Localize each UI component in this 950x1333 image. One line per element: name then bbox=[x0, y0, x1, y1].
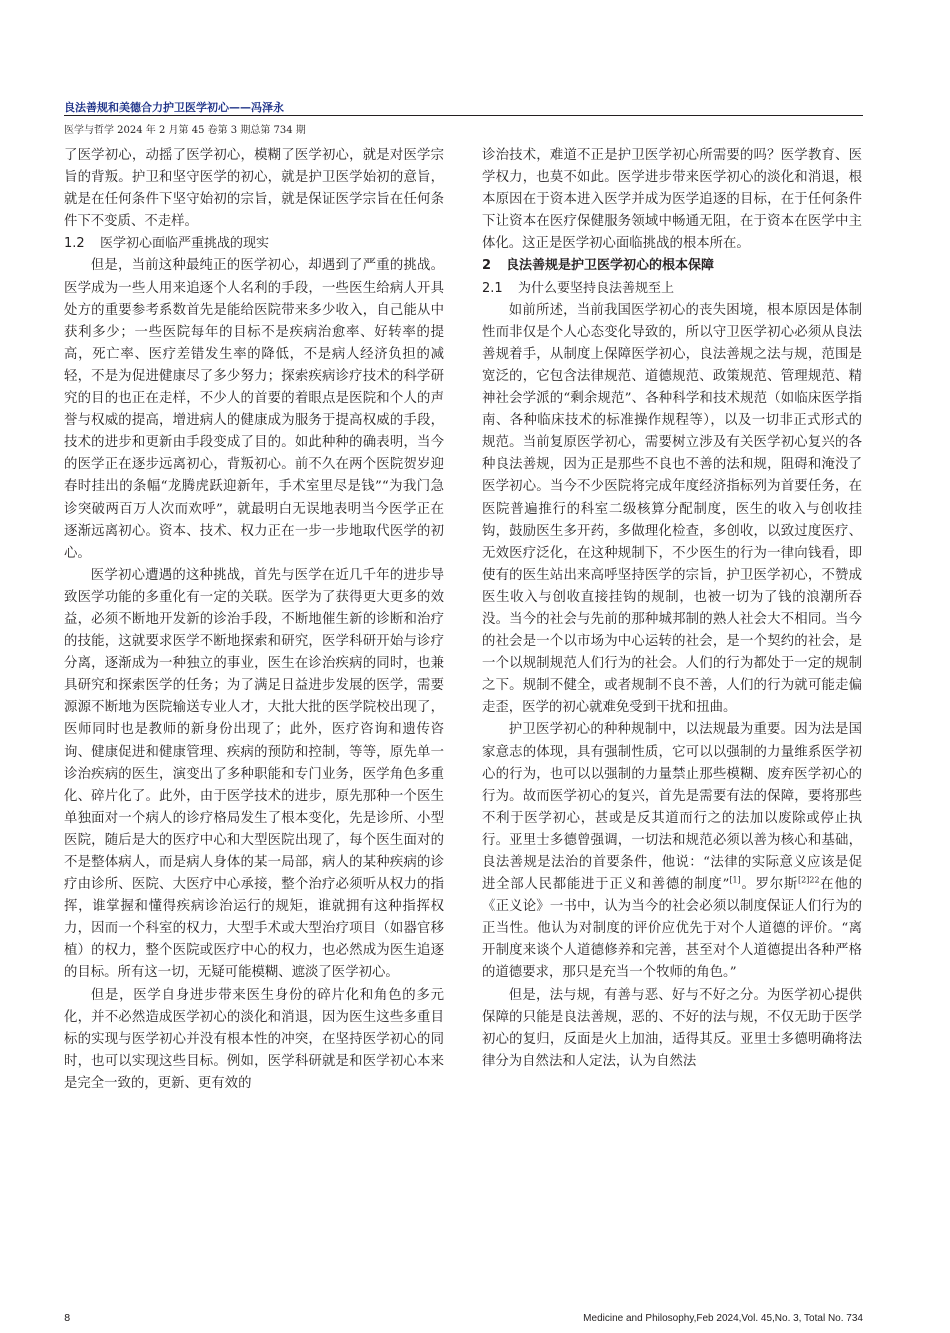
paragraph: 但是，法与规，有善与恶、好与不好之分。为医学初心提供保障的只能是良法善规，恶的、不好的法与规，不仅无助于医学初心的复归，反面是火上加油，适得其反。亚里士多德明确将法律分为自然法和人定法，认为自然法 bbox=[482, 987, 862, 1069]
header-divider bbox=[64, 115, 863, 116]
citation-ref-1[interactable]: [1] bbox=[729, 875, 741, 885]
paragraph: 如前所述，当前我国医学初心的丧失困境，根本原因是体制性而非仅是个人心态变化导致的，所以守卫医学初心必须从良法善规着手，从制度上保障医学初心，良法善规之法与规，范围是宽泛的，它包含法律规范、道德规范、政策规范、管理规范、精神社会学派的“剩余规范”、各种科学和技术规范（如临床医学指南、各种临床技术的标准操作规程等），以及一切非正式形式的规范。当前复原医学初心，需要树立涉及有关医学初心复兴的各种良法善规，因为正是那些不良也不善的法和规，阻碍和淹没了医学初心。当今不少医院将完成年度经济指标列为首要任务，在医院普遍推行的科室二级核算分配制度，医生的收入与创收挂钩，鼓励医生多开药，多做理化检查，多创收，以致过度医疗、无效医疗泛化，在这种规制下，不少医生的行为一律向钱看，即使有的医生站出来高呼坚持医学的宗旨，护卫医学初心，不赞成医生收入与创收直接挂钩的规制，也被一切为了钱的浪潮所吞没。当今的社会与先前的那种城邦制的熟人社会大不相同。当今的社会是一个以市场为中心运转的社会，是一个契约的社会，是一个以规制规范人们行为的社会。人们的行为都处于一定的规制之下。规制不健全，或者规制不良不善，人们的行为就可能走偏走歪，医学的初心就难免受到干扰和扭曲。 bbox=[482, 302, 862, 716]
right-column bbox=[482, 145, 862, 1073]
section-number: 1.2 bbox=[64, 236, 85, 252]
paragraph: 诊治技术，难道不正是护卫医学初心所需要的吗？医学教育、医学权力，也莫不如此。医学进步带来医学初心的淡化和消退，根本原因在于资本进入医学并成为医学追逐的目标，在于任何条件下让资本在医疗保健服务领域中畅通无阻，在于资本在医学中主体化。这正是医学初心面临挑战的根本所在。 bbox=[482, 148, 862, 252]
section-heading-1-2 bbox=[64, 233, 444, 255]
paragraph: 但是，当前这种最纯正的医学初心，却遇到了严重的挑战。医学成为一些人用来追逐个人名利的手段，一些医生给病人开具处方的重要参考系数首先是能给医院带来多少收入，自己能从中获利多少；一些医院每年的目标不是疾病治愈率、好转率的提高，死亡率、医疗差错发生率的降低，不是病人经济负担的减轻，不是为促进健康尽了多少努力；探索疾病诊疗技术的科学研究的目的也正在走样，不少人的首要的着眼点是医院和个人的声誉与权威的提高，增进病人的健康成为服务于提高权威的手段，技术的进步和更新由手段变成了目的。如此种种的确表明，当今的医学正在逐步远离初心，背叛初心。前不久在两个医院贺岁迎春时挂出的条幅“龙腾虎跃迎新年，手术室里尽是钱”“为我门急诊突破两百万人次而欢呼”，就最明白无误地表明当今医学正在逐渐远离初心。资本、技术、权力正在一步一步地取代医学的初心。 bbox=[64, 258, 444, 561]
section-heading-2-1 bbox=[482, 278, 862, 300]
citation-ref-2[interactable]: [2]22 bbox=[798, 875, 820, 885]
section-title: 医学初心面临严重挑战的现实 bbox=[100, 236, 270, 252]
paragraph-with-citations bbox=[482, 719, 862, 984]
section-title: 良法善规是护卫医学初心的根本保障 bbox=[506, 258, 715, 274]
page-number: 8 bbox=[64, 1313, 71, 1324]
paragraph: 医学初心遭遇的这种挑战，首先与医学在近几千年的进步导致医学功能的多重化有一定的关联。医学为了获得更大更多的效益，必须不断地开发新的诊治手段，不断地催生新的诊断和治疗的技能，这就要求医学不断地探索和研究，医学科研开始与诊疗分离，逐渐成为一种独立的事业，医生在诊治疾病的同时，也兼具研究和探索医学的任务；为了满足日益进步发展的医学，需要源源不断地为医院输送专业人才，大批大批的医学院校出现了，医师同时也是教师的新身份出现了；此外，医疗咨询和遗传咨询、健康促进和健康管理、疾病的预防和控制，等等，原先单一诊治疾病的医生，演变出了多种职能和专门业务，医学角色多重化、碎片化了。此外，由于医学技术的进步，原先那种一个医生单独面对一个病人的诊疗格局发生了根本变化，先是诊所、小型医院，随后是大的医疗中心和大型医院出现了，每个医生面对的不是整体病人，而是病人身体的某一局部，病人的某种疾病的诊疗由诊所、医院、大医疗中心承接，整个治疗必须听从权力的指挥，谁掌握和懂得疾病诊治运行的规矩，谁就拥有这种指挥权力，因而一个科室的权力，大型手术或大型治疗项目（如器官移植）的权力，整个医院或医疗中心的权力，也必然成为医生追逐的目标。所有这一切，无疑可能模糊、遮淡了医学初心。 bbox=[64, 567, 444, 981]
paragraph-text: 。罗尔斯 bbox=[740, 877, 799, 893]
paragraph-text: 护卫医学初心的种种规制中，以法规最为重要。因为法是国家意志的体现，具有强制性质，它可以以强制的力量维系医学初心的行为，也可以以强制的力量禁止那些模糊、废弃医学初心的行为。故而医学初心的复兴，首先是需要有法的保障，要将那些不利于医学初心，甚或是反其道而行之的法加以废除或停止执行。亚里士多德曾强调，一切法和规范必须以善为核心和基础，良法善规是法治的首要条件，他说：“法律的实际意义应该是促进全部人民都能进于正义和善德的制度” bbox=[482, 722, 862, 893]
footer-citation: Medicine and Philosophy,Feb 2024,Vol. 45,No. 3, Total No. 734 bbox=[583, 1313, 863, 1324]
running-header-title: 良法善规和美德合力护卫医学初心——冯泽永 bbox=[64, 101, 284, 114]
paragraph: 但是，医学自身进步带来医生身份的碎片化和角色的多元化，并不必然造成医学初心的淡化和消退，因为医生这些多重目标的实现与医学初心并没有根本性的冲突，在坚持医学初心的同时，也可以实现这些目标。例如，医学科研就是和医学初心本来是完全一致的，更新、更有效的 bbox=[64, 987, 444, 1091]
paragraph: 了医学初心，动摇了医学初心，模糊了医学初心，就是对医学宗旨的背叛。护卫和坚守医学的初心，就是护卫医学始初的意旨，就是在任何条件下坚守始初的宗旨，就是保证医学宗旨在任何条件下不变质、不走样。 bbox=[64, 148, 444, 230]
section-title: 为什么要坚持良法善规至上 bbox=[518, 280, 675, 296]
paragraph-text: 在他的《正义论》一书中，认为当今的社会必须以制度保证人们行为的正当性。他认为对制度的评价应优先于对个人道德的评价。“离开制度来谈个人道德修养和完善，甚至对个人道德提出各种严格的道德要求，那只是充当一个牧师的角色。” bbox=[482, 877, 862, 981]
section-number: 2 bbox=[482, 258, 492, 274]
section-number: 2.1 bbox=[482, 280, 503, 296]
section-heading-2 bbox=[482, 255, 862, 277]
running-header-journal: 医学与哲学 2024 年 2 月第 45 卷第 3 期总第 734 期 bbox=[64, 125, 306, 136]
left-column bbox=[64, 145, 444, 1095]
